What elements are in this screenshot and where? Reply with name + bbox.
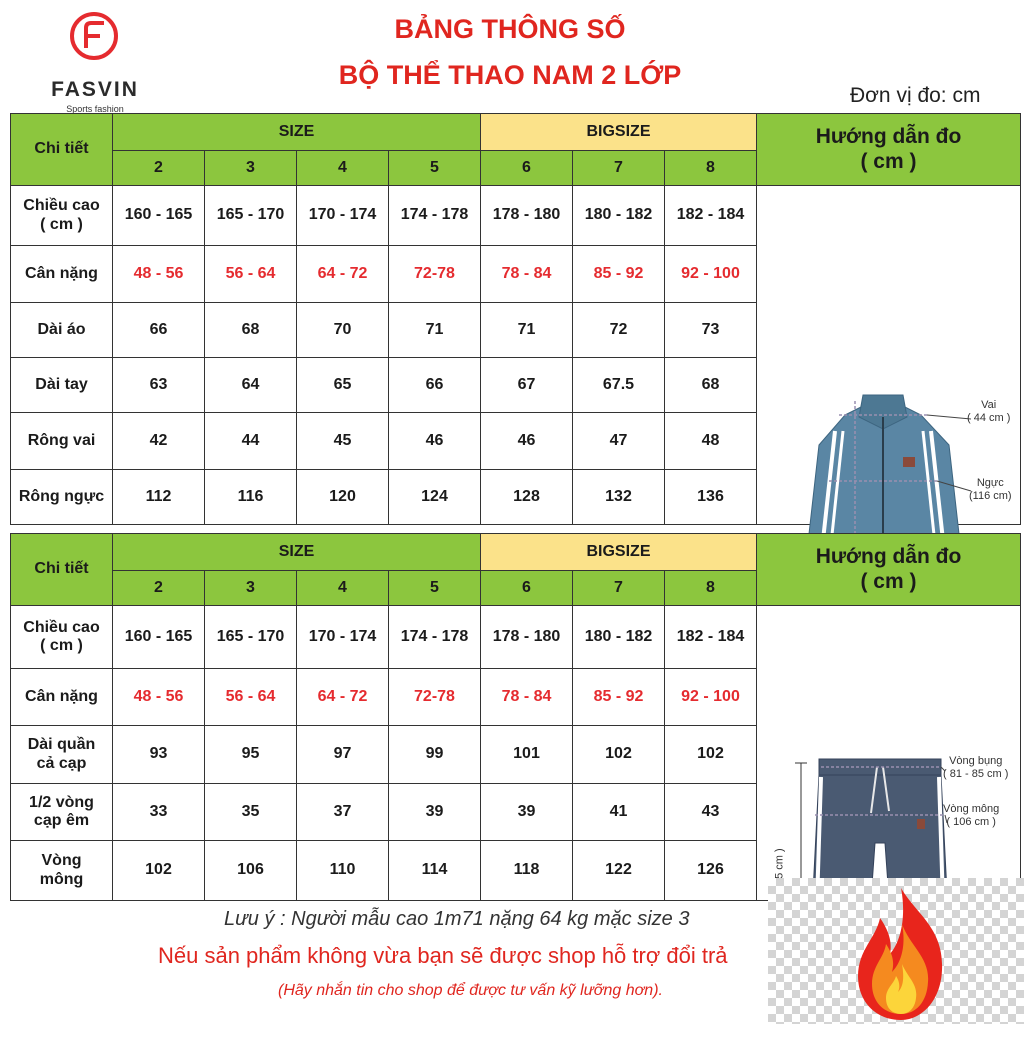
table-cell: 112 [113,470,205,525]
table-cell: 48 - 56 [113,669,205,726]
table-cell: 48 - 56 [113,246,205,303]
size-cell: 8 [665,151,757,186]
table-cell: 39 [481,784,573,841]
row-label: 1/2 vòng cạp êm [11,784,113,841]
table-cell: 114 [389,841,481,901]
brand-tagline: Sports fashion [66,104,124,114]
size-cell: 3 [205,151,297,186]
table-cell: 174 - 178 [389,186,481,246]
brand-logo [40,12,150,114]
table-cell: 42 [113,413,205,470]
detail-header: Chi tiết [11,534,113,606]
page-title: BẢNG THÔNG SỐ [394,14,626,44]
row-label: Dài tay [11,358,113,413]
row-label: Chiều cao ( cm ) [11,606,113,669]
table-cell: 124 [389,470,481,525]
guide-unit: ( cm ) [860,149,917,173]
table-cell: 160 - 165 [113,186,205,246]
table-cell: 70 [297,303,389,358]
bigsize-header: BIGSIZE [481,114,757,151]
size-cell: 4 [297,151,389,186]
table-cell: 71 [389,303,481,358]
fire-icon [846,884,956,1024]
table-cell: 37 [297,784,389,841]
guide-label-hip: Vòng mông ( 106 cm ) [943,803,1000,829]
table-cell: 178 - 180 [481,186,573,246]
table-cell: 78 - 84 [481,246,573,303]
table-cell: 35 [205,784,297,841]
guide-unit: ( cm ) [860,569,917,593]
table-cell: 170 - 174 [297,606,389,669]
table-cell: 110 [297,841,389,901]
table-cell: 116 [205,470,297,525]
row-label: Dài quần cả cạp [11,726,113,784]
table-cell: 180 - 182 [573,606,665,669]
table-cell: 128 [481,470,573,525]
row-label: Vòng mông [11,841,113,901]
size-cell: 2 [113,151,205,186]
table-cell: 182 - 184 [665,186,757,246]
table-cell: 118 [481,841,573,901]
table-cell: 120 [297,470,389,525]
note-exchange: Nếu sản phẩm không vừa bạn sẽ được shop hỗ trợ đổi trả [158,943,728,968]
table-cell: 101 [481,726,573,784]
pants-size-table [10,533,1021,901]
jacket-guide-illustration [757,186,1021,525]
page-subtitle: BỘ THỂ THAO NAM 2 LỚP [338,60,682,90]
row-label: Rông vai [11,413,113,470]
table-cell: 178 - 180 [481,606,573,669]
table-cell: 66 [113,303,205,358]
size-header: SIZE [113,534,481,571]
table-cell: 85 - 92 [573,669,665,726]
table-cell: 43 [665,784,757,841]
table-cell: 97 [297,726,389,784]
row-label: Cân nặng [11,669,113,726]
table-cell: 65 [297,358,389,413]
table-cell: 67 [481,358,573,413]
bigsize-header: BIGSIZE [481,534,757,571]
jacket-size-table [10,113,1021,525]
row-label: Cân nặng [11,246,113,303]
size-cell: 7 [573,571,665,606]
table-cell: 44 [205,413,297,470]
table-cell: 56 - 64 [205,246,297,303]
size-cell: 8 [665,571,757,606]
table-cell: 92 - 100 [665,246,757,303]
logo-icon [70,12,118,60]
table-cell: 85 - 92 [573,246,665,303]
detail-header: Chi tiết [11,114,113,186]
table-cell: 174 - 178 [389,606,481,669]
guide-title: Hướng dẫn đo [815,125,962,149]
guide-label-shoulder: Vai ( 44 cm ) [967,399,1011,425]
table-cell: 180 - 182 [573,186,665,246]
table-cell: 45 [297,413,389,470]
table-cell: 106 [205,841,297,901]
guide-label-chest: Ngực (116 cm) [969,477,1012,503]
table-cell: 102 [113,841,205,901]
table-cell: 93 [113,726,205,784]
row-label: Chiều cao ( cm ) [11,186,113,246]
table-cell: 64 - 72 [297,669,389,726]
table-cell: 126 [665,841,757,901]
guide-label-waist: Vòng bụng ( 81 - 85 cm ) [943,755,1009,781]
table-cell: 66 [389,358,481,413]
table-cell: 33 [113,784,205,841]
table-cell: 72 [573,303,665,358]
unit-label: Đơn vị đo: cm [850,84,981,107]
table-cell: 68 [205,303,297,358]
brand-name: FASVIN [51,78,139,101]
size-cell: 3 [205,571,297,606]
table-cell: 102 [665,726,757,784]
pants-guide-illustration [757,606,1021,901]
table-cell: 73 [665,303,757,358]
table-cell: 132 [573,470,665,525]
table-row [11,606,1021,669]
size-cell: 7 [573,151,665,186]
table-cell: 165 - 170 [205,606,297,669]
table-cell: 56 - 64 [205,669,297,726]
table-cell: 122 [573,841,665,901]
table-cell: 64 [205,358,297,413]
table-cell: 71 [481,303,573,358]
table-cell: 92 - 100 [665,669,757,726]
note-contact: (Hãy nhắn tin cho shop để được tư vấn kỹ lưỡng hơn). [278,982,663,999]
table-cell: 63 [113,358,205,413]
table-cell: 95 [205,726,297,784]
size-cell: 2 [113,571,205,606]
table-cell: 99 [389,726,481,784]
size-cell: 4 [297,571,389,606]
row-label: Rông ngực [11,470,113,525]
guide-header [757,534,1021,606]
table-cell: 46 [389,413,481,470]
table-cell: 72-78 [389,669,481,726]
table-row [11,186,1021,246]
row-label: Dài áo [11,303,113,358]
table-cell: 48 [665,413,757,470]
table-cell: 165 - 170 [205,186,297,246]
table-cell: 39 [389,784,481,841]
size-header: SIZE [113,114,481,151]
size-cell: 5 [389,571,481,606]
table-cell: 41 [573,784,665,841]
table-cell: 136 [665,470,757,525]
table-cell: 67.5 [573,358,665,413]
table-cell: 160 - 165 [113,606,205,669]
table-cell: 78 - 84 [481,669,573,726]
table-cell: 102 [573,726,665,784]
note-model: Lưu ý : Người mẫu cao 1m71 nặng 64 kg mặc size 3 [224,908,690,930]
size-cell: 5 [389,151,481,186]
table-cell: 64 - 72 [297,246,389,303]
table-cell: 170 - 174 [297,186,389,246]
table-cell: 182 - 184 [665,606,757,669]
size-cell: 6 [481,151,573,186]
guide-title: Hướng dẫn đo [815,545,962,569]
table-cell: 72-78 [389,246,481,303]
table-cell: 68 [665,358,757,413]
table-cell: 47 [573,413,665,470]
table-cell: 46 [481,413,573,470]
size-cell: 6 [481,571,573,606]
transparent-background [768,878,1024,1024]
guide-header [757,114,1021,186]
